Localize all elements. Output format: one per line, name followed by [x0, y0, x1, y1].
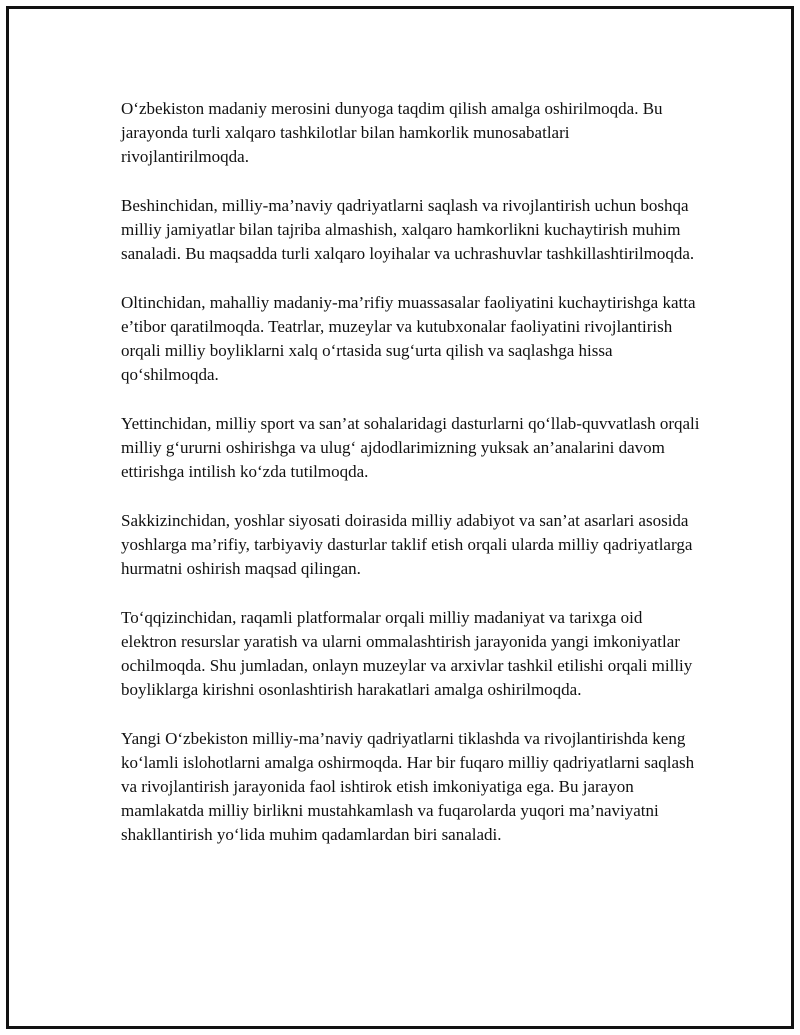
paragraph: To‘qqizinchidan, raqamli platformalar orqali milliy madaniyat va tarixga oid elektron resurslar yaratish va ularni ommalashtirish jarayonida yangi imkoniyatlar ochilmoqda. Shu jumladan, onlayn muzeylar va arxivlar tashkil etilishi orqali milliy boyliklarga kirishni osonlashtirish harakatlari amalga oshirilmoqda.	[121, 608, 693, 699]
paragraph: Sakkizinchidan, yoshlar siyosati doirasida milliy adabiyot va san’at asarlari asosida yoshlarga ma’rifiy, tarbiyaviy dasturlar taklif etish orqali ularda milliy qadriyatlarga hurmatni oshirish maqsad qilingan.	[121, 511, 693, 578]
page-frame	[6, 6, 794, 1029]
paragraph: Beshinchidan, milliy-ma’naviy qadriyatlarni saqlash va rivojlantirish uchun boshqa milliy jamiyatlar bilan tajriba almashish, xalqaro hamkorlikni kuchaytirish muhim sanaladi. Bu maqsadda turli xalqaro loyihalar va uchrashuvlar tashkillashtirilmoqda.	[121, 196, 695, 263]
paragraph: Yangi O‘zbekiston milliy-ma’naviy qadriyatlarni tiklashda va rivojlantirishda keng ko‘lamli islohotlarni amalga oshirmoqda. Har bir fuqaro milliy qadriyatlarni saqlash va rivojlantirish jarayonida faol ishtirok etish imkoniyatiga ega. Bu jarayon mamlakatda milliy birlikni mustahkamlash va fuqarolarda yuqori ma’naviyatni shakllantirish yo‘lida muhim qadamlardan biri sanaladi.	[121, 729, 695, 844]
paragraph: Oltinchidan, mahalliy madaniy-ma’rifiy muassasalar faoliyatini kuchaytirishga katta e’tibor qaratilmoqda. Teatrlar, muzeylar va kutubxonalar faoliyatini rivojlantirish orqali milliy boyliklarni xalq o‘rtasida sug‘urta qilish va saqlashga hissa qo‘shilmoqda.	[121, 293, 696, 384]
paragraph: Yettinchidan, milliy sport va san’at sohalaridagi dasturlarni qo‘llab-quvvatlash orqali milliy g‘ururni oshirishga va ulug‘ ajdodlarimizning yuksak an’analarini davom ettirishga intilish ko‘zda tutilmoqda.	[121, 414, 700, 481]
paragraph: O‘zbekiston madaniy merosini dunyoga taqdim qilish amalga oshirilmoqda. Bu jarayonda turli xalqaro tashkilotlar bilan hamkorlik munosabatlari rivojlantirilmoqda.	[121, 99, 663, 166]
document-body	[121, 97, 701, 872]
